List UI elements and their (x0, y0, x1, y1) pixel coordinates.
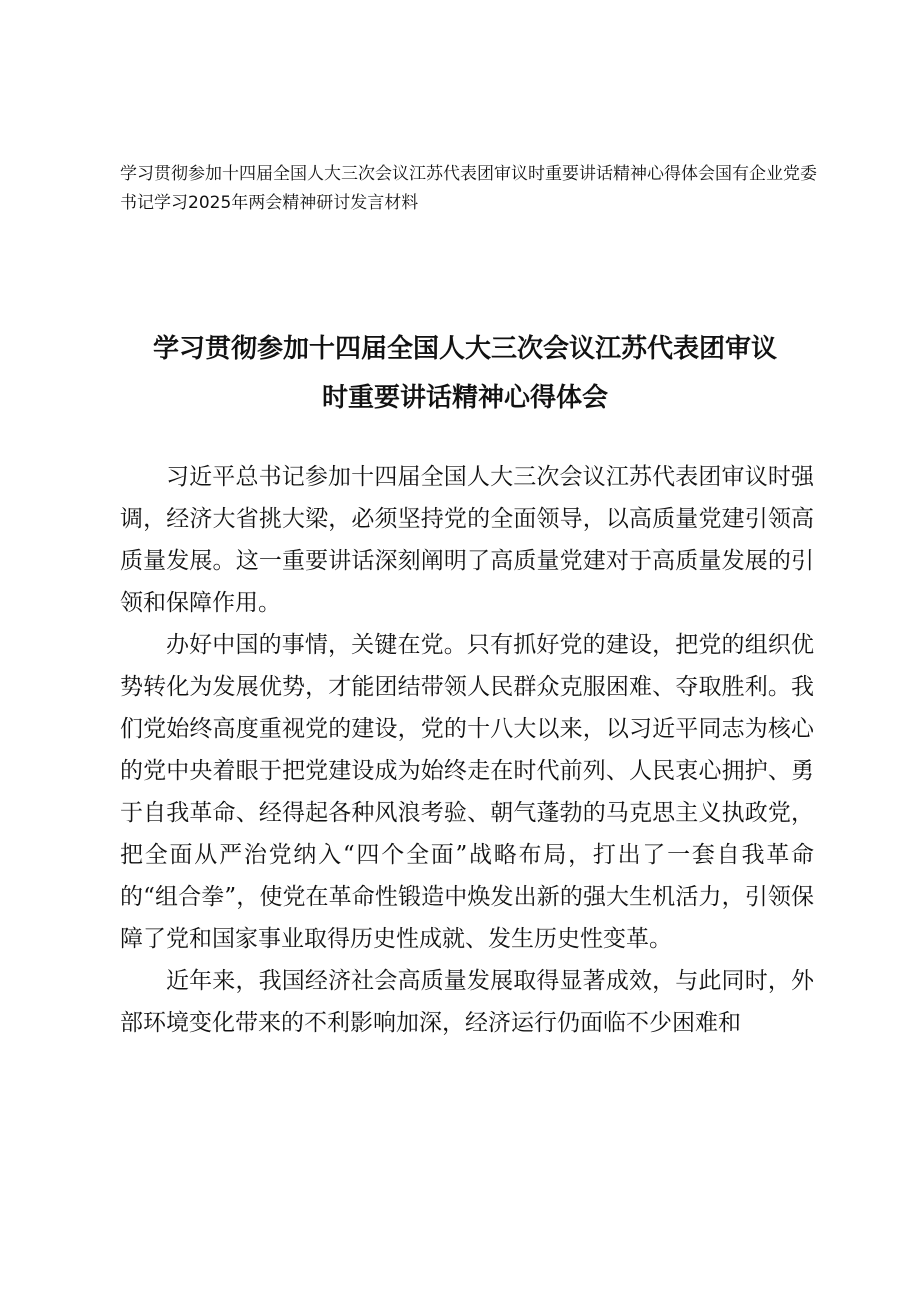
document-title (120, 325, 810, 423)
title-line-1: 学习贯彻参加十四届全国人大三次会议江苏代表团审议 (152, 334, 777, 364)
body-paragraph-1: 习近平总书记参加十四届全国人大三次会议江苏代表团审议时强调，经济大省挑大梁，必须坚持党的全面领导，以高质量党建引领高质量发展。这一重要讲话深刻阐明了高质量党建对于高质量发展的引领和保障作用。 (120, 464, 814, 616)
body-paragraph-2: 办好中国的事情，关键在党。只有抓好党的建设，把党的组织优势转化为发展优势，才能团结带领人民群众克服困难、夺取胜利。我们党始终高度重视党的建设，党的十八大以来，以习近平同志为核心的党中央着眼于把党建设成为始终走在时代前列、人民衷心拥护、勇于自我革命、经得起各种风浪考验、朝气蓬勃的马克思主义执政党，把全面从严治党纳入“四个全面”战略布局，打出了一套自我革命的“组合拳”，使党在革命性锻造中焕发出新的强大生机活力，引领保障了党和国家事业取得历史性成就、发生历史性变革。 (120, 632, 814, 952)
document-body (120, 456, 814, 1044)
title-line-2: 时重要讲话精神心得体会 (321, 383, 608, 413)
body-paragraph-3: 近年来，我国经济社会高质量发展取得显著成效，与此同时，外部环境变化带来的不利影响加深，经济运行仍面临不少困难和 (120, 968, 814, 1036)
document-header: 学习贯彻参加十四届全国人大三次会议江苏代表团审议时重要讲话精神心得体会国有企业党委书记学习2025年两会精神研讨发言材料 (120, 164, 817, 213)
